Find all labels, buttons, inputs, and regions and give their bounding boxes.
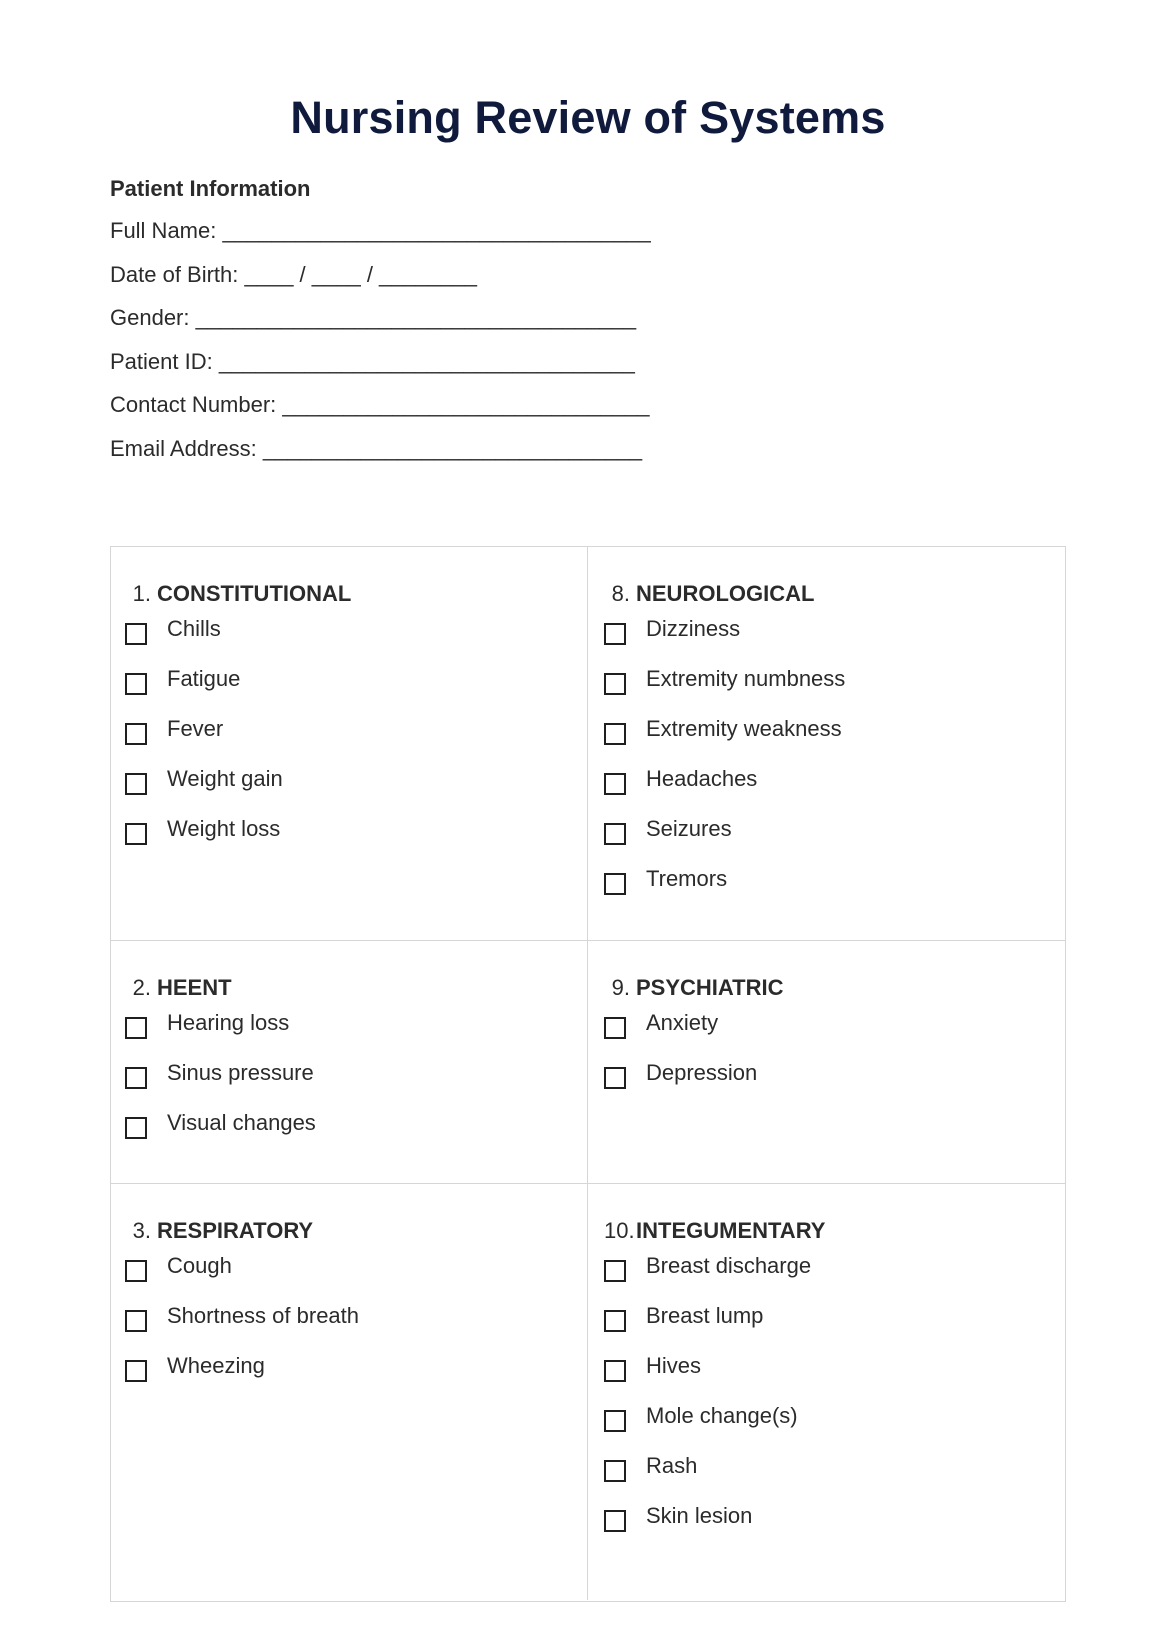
symptom-item <box>604 716 1065 766</box>
symptom-label: Depression <box>646 1060 758 1085</box>
checkbox[interactable] <box>604 1260 626 1282</box>
system-number: 9. <box>611 975 630 1000</box>
symptom-item <box>604 1010 1065 1060</box>
checkbox[interactable] <box>125 1117 147 1139</box>
system-psychiatric <box>588 941 1065 1183</box>
system-heading <box>604 581 1065 607</box>
checkbox[interactable] <box>125 623 147 645</box>
system-heading <box>125 975 587 1001</box>
checkbox[interactable] <box>604 1017 626 1039</box>
checkbox[interactable] <box>604 1460 626 1482</box>
system-name: RESPIRATORY <box>157 1218 314 1243</box>
checkbox[interactable] <box>125 1360 147 1382</box>
symptom-label: Tremors <box>646 866 728 891</box>
gender-field[interactable]: Gender: ____________________________________ <box>110 305 637 330</box>
symptom-label: Fever <box>167 716 224 741</box>
email-address-field[interactable]: Email Address: _______________________________ <box>110 435 643 461</box>
full-name-field[interactable]: Full Name: ___________________________________ <box>110 218 651 243</box>
symptom-label: Shortness of breath <box>167 1303 360 1328</box>
symptom-label: Wheezing <box>167 1353 265 1378</box>
checkbox[interactable] <box>604 673 626 695</box>
checkbox[interactable] <box>125 1310 147 1332</box>
symptom-label: Chills <box>167 616 221 641</box>
symptom-item <box>125 766 587 816</box>
symptom-item <box>604 1453 1065 1503</box>
symptom-item <box>604 616 1065 666</box>
checkbox[interactable] <box>604 623 626 645</box>
symptom-label: Dizziness <box>646 616 741 641</box>
symptom-label: Weight loss <box>167 816 281 841</box>
symptom-item <box>604 816 1065 866</box>
checkbox[interactable] <box>604 723 626 745</box>
symptom-item <box>604 1303 1065 1353</box>
table-row <box>111 547 1065 941</box>
symptom-item <box>604 1403 1065 1453</box>
system-number: 1. <box>132 581 151 606</box>
system-number: 10. <box>604 1218 635 1243</box>
symptom-item <box>604 866 1065 916</box>
system-neurological <box>588 547 1065 940</box>
checkbox[interactable] <box>604 773 626 795</box>
system-name: INTEGUMENTARY <box>636 1218 826 1243</box>
checkbox[interactable] <box>125 1067 147 1089</box>
symptom-label: Breast discharge <box>646 1253 812 1278</box>
symptom-item <box>125 666 587 716</box>
symptom-item <box>604 766 1065 816</box>
contact-number-field[interactable]: Contact Number: ______________________________ <box>110 392 650 417</box>
system-heading <box>125 1218 587 1244</box>
symptom-item <box>604 1503 1065 1553</box>
system-name: PSYCHIATRIC <box>636 975 784 1000</box>
symptom-label: Rash <box>646 1453 698 1478</box>
patient-information-heading: Patient Information <box>110 176 311 201</box>
symptom-item <box>125 1010 587 1060</box>
table-row <box>111 1184 1065 1600</box>
checkbox[interactable] <box>125 773 147 795</box>
system-integumentary <box>588 1184 1065 1600</box>
system-number: 3. <box>132 1218 151 1243</box>
system-respiratory <box>111 1184 588 1600</box>
symptom-label: Cough <box>167 1253 232 1278</box>
checkbox[interactable] <box>125 1017 147 1039</box>
patient-information-section <box>110 176 730 479</box>
page-title: Nursing Review of Systems <box>290 92 886 143</box>
system-number: 8. <box>611 581 630 606</box>
system-name: CONSTITUTIONAL <box>157 581 352 606</box>
symptom-label: Mole change(s) <box>646 1403 798 1428</box>
symptom-item <box>125 716 587 766</box>
checkbox[interactable] <box>604 1410 626 1432</box>
symptom-label: Hearing loss <box>167 1010 290 1035</box>
symptom-label: Headaches <box>646 766 758 791</box>
symptom-item <box>125 1110 587 1160</box>
symptom-label: Skin lesion <box>646 1503 753 1528</box>
checkbox[interactable] <box>604 873 626 895</box>
symptom-label: Fatigue <box>167 666 241 691</box>
symptom-label: Hives <box>646 1353 702 1378</box>
checkbox[interactable] <box>125 673 147 695</box>
symptom-item <box>604 1060 1065 1110</box>
date-of-birth-field[interactable]: Date of Birth: ____ / ____ / ________ <box>110 261 477 287</box>
system-heading <box>604 975 1065 1001</box>
system-constitutional <box>111 547 588 940</box>
checkbox[interactable] <box>125 823 147 845</box>
symptom-label: Seizures <box>646 816 732 841</box>
symptom-item <box>604 1353 1065 1403</box>
checkbox[interactable] <box>604 1510 626 1532</box>
system-number: 2. <box>132 975 151 1000</box>
symptom-label: Extremity numbness <box>646 666 846 691</box>
system-name: HEENT <box>157 975 232 1000</box>
symptom-label: Anxiety <box>646 1010 719 1035</box>
symptom-item <box>125 616 587 666</box>
review-of-systems-table <box>110 546 1066 1602</box>
checkbox[interactable] <box>604 823 626 845</box>
system-heading <box>125 581 587 607</box>
system-name: NEUROLOGICAL <box>636 581 815 606</box>
system-heading <box>604 1218 1065 1244</box>
symptom-item <box>125 1303 587 1353</box>
checkbox[interactable] <box>604 1360 626 1382</box>
symptom-item <box>604 1253 1065 1303</box>
symptom-label: Sinus pressure <box>167 1060 314 1085</box>
symptom-item <box>604 666 1065 716</box>
symptom-item <box>125 1353 587 1403</box>
checkbox[interactable] <box>125 1260 147 1282</box>
checkbox[interactable] <box>604 1310 626 1332</box>
system-heent <box>111 941 588 1183</box>
patient-id-field[interactable]: Patient ID: __________________________________ <box>110 348 635 374</box>
table-row <box>111 941 1065 1184</box>
symptom-label: Breast lump <box>646 1303 764 1328</box>
symptom-label: Visual changes <box>167 1110 316 1135</box>
symptom-item <box>125 1253 587 1303</box>
checkbox[interactable] <box>604 1067 626 1089</box>
checkbox[interactable] <box>125 723 147 745</box>
symptom-item <box>125 816 587 866</box>
symptom-label: Weight gain <box>167 766 283 791</box>
symptom-item <box>125 1060 587 1110</box>
symptom-label: Extremity weakness <box>646 716 842 741</box>
